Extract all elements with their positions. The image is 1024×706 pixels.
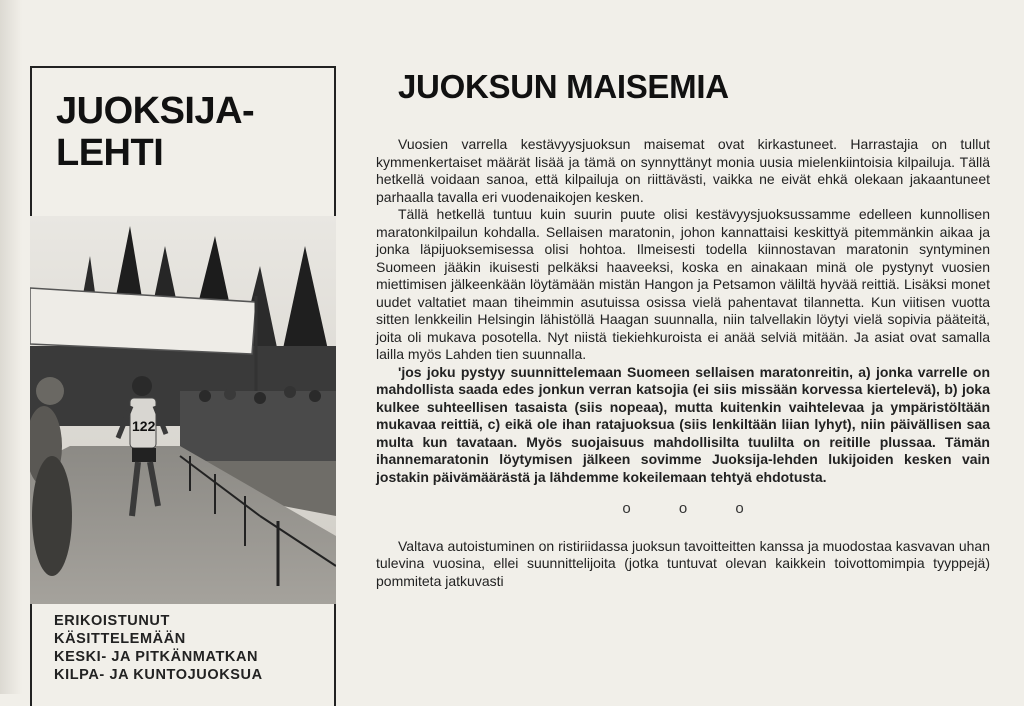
magazine-subtitle [54, 612, 263, 684]
section-divider-ornament: o o o [622, 500, 766, 517]
article-paragraph-2: Tällä hetkellä tuntuu kuin suurin puute olisi kestävyysjuoksussamme edelleen kunnollisen maratonkilpailun kohdalla. Sellaisen maratonin, johon kannattaisi keskittyä pitemmänkin aikaa ja jonka läpijuoksemisessa olisi hohtoa. Ilmeisesti todella kiinnostavan maratonin syntyminen Suomeen jääkin ikuisesti pelkäksi haaveeksi, koska en ainakaan minä ole pystynyt vuosien miettimisen jälkeenkään löytämään mistän Hangon ja Petsamon väliltä hyvää reittiä. Lisäksi monet uudet valtatiet maan tiheimmin asutuissa osissa vielä pahentavat tilannetta. Kun viitisen vuotta sitten lenkkeilin Helsingin lähistöllä Haagan suunnalla, niin talvellakin löytyi vielä sopivia pääteitä, joita oli mukava posotella. Nyt niistä tiekiehkuroista ei anää selviä mitään. Ja asiat ovat samalla lailla myös Lahden tien suunnalla. [376, 206, 990, 362]
page-edge-shadow [0, 0, 22, 694]
article-bold-paragraph: 'jos joku pystyy suunnittelemaan Suomeen sellaisen maratonreitin, a) jonka varrelle on mahdollista saada edes jonkun verran katsojia (ei siis missään korvessa kiertelevä), b) joka kulkee suhteellisen tasaista (siis nopeaa), mutta kuitenkin vaihtelevaa ja ympäristöltään mukavaa reittiä, c) eikä ole ihan ratajuoksua (siis lenkiltään liian lyhyt), niin päivällisen saa multa kun tavataan. Myös suojaisuus mahdollisilta tuulilta on reitille plussaa. Tämän ihannemaratonin löytymisen jälkeen sovimme Juoksija-lehden lukijoiden kesken vain jostakin päivämäärästä ja lähdemme kokeilemaan tehtyä ehdotusta. [376, 363, 990, 485]
magazine-sidebar-box [30, 66, 336, 706]
article-body [376, 136, 990, 590]
magazine-title [56, 90, 254, 174]
runner-bib-number: 122 [132, 418, 156, 434]
article-title: JUOKSUN MAISEMIA [398, 68, 729, 105]
subtitle-line-3: KESKI- JA PITKÄNMATKAN [54, 649, 259, 665]
magazine-title-line-1: JUOKSIJA- [56, 90, 255, 132]
subtitle-line-4: KILPA- JA KUNTOJUOKSUA [54, 667, 263, 683]
runner-photo [30, 216, 336, 604]
article-final-paragraph: Valtava autoistuminen on ristiriidassa juoksun tavoitteitten kanssa ja muodostaa kasvavan uhan tulevina vuosina, ellei suunnittelijoita (jotka tuntuvat olevan kaikkein toivottomimpia tyyppejä) pommiteta jatkuvasti [376, 537, 990, 589]
subtitle-line-1: ERIKOISTUNUT [54, 613, 170, 629]
subtitle-line-2: KÄSITTELEMÄÄN [54, 631, 186, 647]
runner-photo-illustration [30, 216, 336, 604]
article-paragraph-1: Vuosien varrella kestävyysjuoksun maisemat ovat kirkastuneet. Harrastajia on tullut kymmenkertaiset määrät lisää ja tämä on synnyttänyt monia uusia mielenkiintoisia kilpailuja. Tällä hetkellä voidaan sanoa, että kilpailuja on riittävästi, vaikka ne eivät ehkä olekaan jakaantuneet parhaalla tavalla eri vuodenaikojen kesken. [376, 136, 990, 205]
magazine-title-line-2: LEHTI [56, 132, 164, 174]
